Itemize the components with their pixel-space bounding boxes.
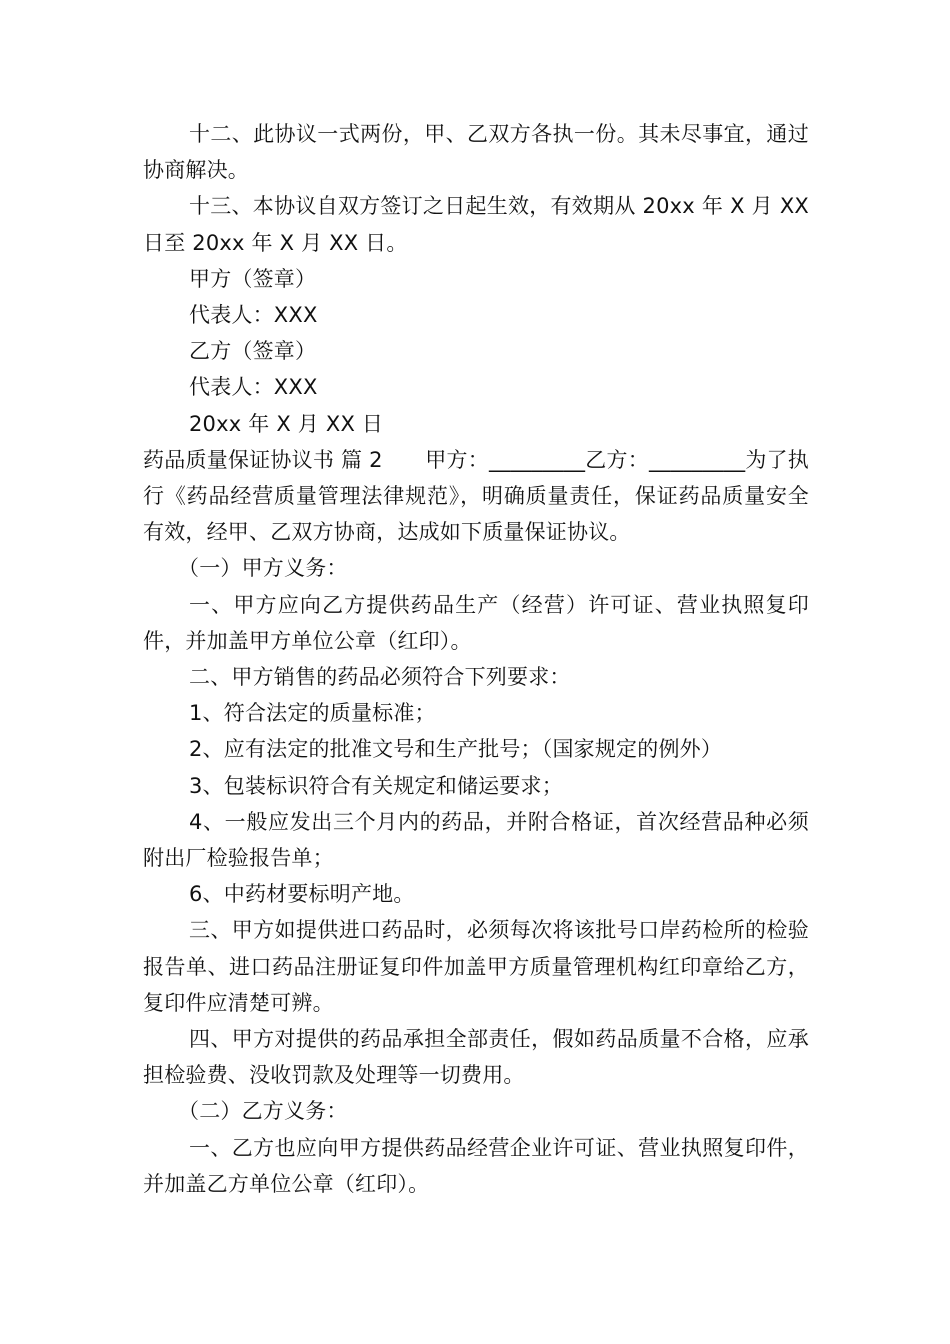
clause-12-paragraph: 十二、此协议一式两份，甲、乙双方各执一份。其未尽事宜，通过协商解决。 (143, 122, 809, 183)
requirement-item-3: 3、包装标识符合有关规定和储运要求； (189, 773, 563, 798)
party-a-obligation-1: 一、甲方应向乙方提供药品生产（经营）许可证、营业执照复印件，并加盖甲方单位公章（红印）。 (143, 592, 809, 653)
requirement-item-1: 1、符合法定的质量标准； (189, 701, 436, 726)
party-a-obligation-2: 二、甲方销售的药品必须符合下列要求： (189, 665, 571, 690)
party-b-representative-line: 代表人：XXX (189, 375, 318, 400)
party-a-representative-line: 代表人：XXX (189, 303, 318, 328)
party-a-obligation-3: 三、甲方如提供进口药品时，必须每次将该批号口岸药检所的检验报告单、进口药品注册证复印件加盖甲方质量管理机构红印章给乙方，复印件应清楚可辨。 (143, 918, 809, 1015)
requirement-item-6: 6、中药材要标明产地。 (189, 882, 415, 907)
party-b-seal-line: 乙方（签章） (189, 339, 317, 364)
party-a-obligation-4: 四、甲方对提供的药品承担全部责任，假如药品质量不合格，应承担检验费、没收罚款及处理等一切费用。 (143, 1027, 809, 1088)
party-b-obligation-1: 一、乙方也应向甲方提供药品经营企业许可证、营业执照复印件，并加盖乙方单位公章（红印）。 (143, 1135, 809, 1196)
clause-13-paragraph: 十三、本协议自双方签订之日起生效，有效期从 20xx 年 X 月 XX 日至 20xx 年 X 月 XX 日。 (143, 194, 809, 255)
document-body (143, 116, 809, 1202)
agreement-2-intro-paragraph: 药品质量保证协议书 篇 2 甲方：_________乙方：_________为了执行《药品经营质量管理法律规范》，明确质量责任，保证药品质量安全有效，经甲、乙双方协商，达成如下质量保证协议。 (143, 447, 809, 545)
party-a-seal-line: 甲方（签章） (189, 266, 317, 291)
party-b-obligations-heading: （二）乙方义务： (178, 1099, 348, 1124)
requirement-item-4: 4、一般应发出三个月内的药品，并附合格证，首次经营品种必须附出厂检验报告单； (143, 809, 809, 871)
requirement-item-2: 2、应有法定的批准文号和生产批号；（国家规定的例外） (189, 737, 723, 762)
signing-date-line: 20xx 年 X 月 XX 日 (189, 411, 384, 436)
party-a-obligations-heading: （一）甲方义务： (178, 556, 348, 581)
